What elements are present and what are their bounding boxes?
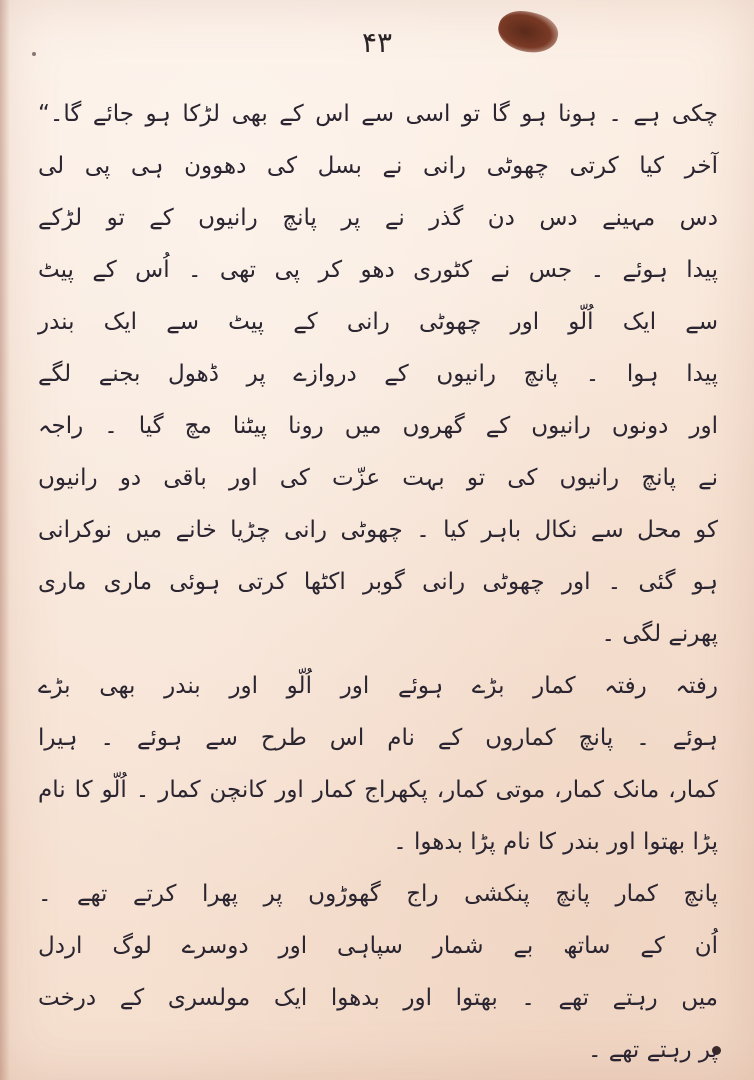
text-line: میں رہتے تھے ۔ بھتوا اور بدھوا ایک مولسری کے درخت xyxy=(38,985,718,1011)
text-line: آخر کیا کرتی چھوٹی رانی نے بسل کی دھوون ہی پی لی xyxy=(38,153,718,179)
text-line: اُن کے ساتھ بے شمار سپاہی اور دوسرے لوگ اردل xyxy=(38,933,718,959)
text-line: نے پانچ رانیوں کی تو بہت عزّت کی اور باقی دو رانیوں xyxy=(38,465,718,491)
text-line: ہو گئی ۔ اور چھوٹی رانی گوبر اکٹھا کرتی ہوئی ماری ماری xyxy=(38,569,718,595)
text-line: پیدا ہوئے ۔ جس نے کٹوری دھو کر پی تھی ۔ اُس کے پیٹ xyxy=(38,257,718,283)
text-line: سے ایک اُلّو اور چھوٹی رانی کے پیٹ سے ایک بندر xyxy=(38,309,718,335)
text-line: کو محل سے نکال باہر کیا ۔ چھوٹی رانی چڑیا خانے میں نوکرانی xyxy=(38,517,718,543)
text-line: پھرنے لگی ۔ xyxy=(601,621,718,647)
text-line: پڑا بھتوا اور بندر کا نام پڑا بدھوا ۔ xyxy=(393,829,718,855)
text-line: اور دونوں رانیوں کے گھروں میں رونا پیٹنا مچ گیا ۔ راجہ xyxy=(38,413,718,439)
text-line: پر رہتے تھے ۔ xyxy=(588,1037,718,1063)
text-line: دس مہینے دس دن گذر نے پر پانچ رانیوں کے تو لڑکے xyxy=(38,205,718,231)
page-edge-shadow xyxy=(0,0,10,1080)
text-line: پانچ کمار پانچ پنکشی راج گھوڑوں پر پھرا کرتے تھے ۔ xyxy=(38,881,718,907)
text-line: رفتہ رفتہ کمار بڑے ہوئے اور اُلّو اور بندر بھی بڑے xyxy=(38,673,718,699)
text-line: چکی ہے ۔ ہونا ہو گا تو اسی سے اس کے بھی لڑکا ہو جائے گا۔“ xyxy=(38,101,718,127)
body-text xyxy=(38,88,718,1076)
page-number: ۴۳ xyxy=(361,26,393,59)
text-line: کمار، مانک کمار، موتی کمار، پکھراج کمار اور کانچن کمار ۔ اُلّو کا نام xyxy=(38,777,718,803)
text-line: ہوئے ۔ پانچ کماروں کے نام اس طرح سے ہوئے ۔ ہیرا xyxy=(38,725,718,751)
text-line: پیدا ہوا ۔ پانچ رانیوں کے دروازے پر ڈھول بجنے لگے xyxy=(38,361,718,387)
